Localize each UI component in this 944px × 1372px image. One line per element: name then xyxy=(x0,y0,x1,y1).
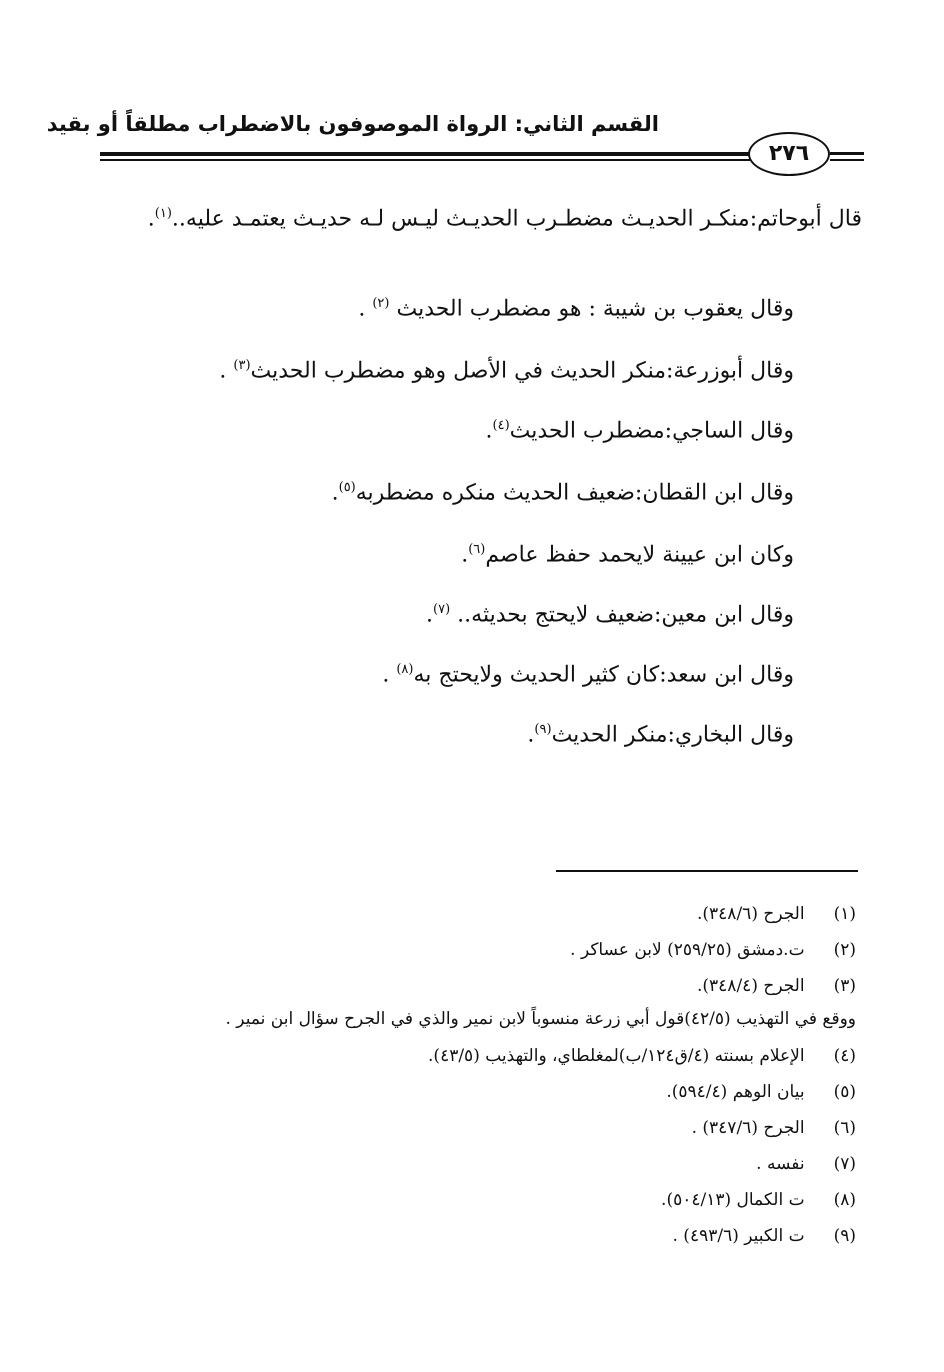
footnote-ref: (٧) xyxy=(433,602,451,617)
footnote-item xyxy=(96,1146,856,1182)
footnote-text: نفسه . xyxy=(756,1154,805,1174)
footnote-number: (٨) xyxy=(833,1190,856,1210)
line-text: وقال البخاري:منكر الحديث xyxy=(551,722,794,748)
line-end: . xyxy=(527,722,535,748)
footnote-text: ت الكبير (٤٩٣/٦) . xyxy=(672,1226,805,1246)
line-text: وقال ابن القطان:ضعيف الحديث منكره مضطربه xyxy=(355,480,794,506)
footnote-number: (٣) xyxy=(833,976,856,996)
footnote-ref: (٤) xyxy=(492,418,510,433)
line-text: وكان ابن عيينة لايحمد حفظ عاصم xyxy=(485,542,794,568)
page-number: ٢٧٦ xyxy=(748,132,830,176)
line-end: . xyxy=(382,662,397,688)
body-line xyxy=(486,418,795,443)
body-line xyxy=(332,480,794,505)
footnote-ref: (٦) xyxy=(468,542,486,557)
footnote-item xyxy=(96,1074,856,1110)
footnote-text: بيان الوهم (٥٩٤/٤). xyxy=(666,1082,805,1102)
header-rule-right-thick xyxy=(830,152,864,155)
footnote-number: (٤) xyxy=(833,1046,856,1066)
footnote-ref: (٢) xyxy=(372,296,390,311)
footnote-item xyxy=(96,1218,856,1254)
line-end: . xyxy=(485,418,493,444)
footnote-text: ت الكمال (٥٠٤/١٣). xyxy=(661,1190,805,1210)
body-line xyxy=(219,358,794,383)
footnote-number: (٩) xyxy=(833,1226,856,1246)
footnote-note: ووقع في التهذيب (٤٢/٥)قول أبي زرعة منسوباً لابن نمير والذي في الجرح سؤال ابن نمير . xyxy=(225,1009,856,1029)
footnote-item xyxy=(96,932,856,968)
paragraph-abu-hatim xyxy=(102,186,862,247)
line-end: . xyxy=(358,296,373,322)
footnote-item xyxy=(96,896,856,932)
footnote-ref: (٩) xyxy=(534,722,552,737)
footnotes xyxy=(96,896,856,1254)
footnote-text: الإعلام بسنته (٤/ق١٢٤/ب)لمغلطاي، والتهذيب (٤٣/٥). xyxy=(428,1046,805,1066)
footnote-number: (٥) xyxy=(833,1082,856,1102)
line-text: وقال ابن معين:ضعيف لايحتج بحديثه.. xyxy=(450,602,794,628)
header-rule-right-thin xyxy=(830,159,864,161)
header-rule-thin xyxy=(100,159,750,161)
body-line xyxy=(461,542,794,567)
line-end: . xyxy=(219,358,234,384)
line-end: . xyxy=(426,602,434,628)
footnote-ref: (١) xyxy=(154,206,172,221)
footnote-text: الجرح (٣٤٧/٦) . xyxy=(691,1118,805,1138)
body-line xyxy=(426,602,794,627)
header-rule-thick xyxy=(100,152,750,156)
body-line xyxy=(382,662,794,687)
footnote-number: (١) xyxy=(833,904,856,924)
footnote-text: ت.دمشق (٢٥٩/٢٥) لابن عساكر . xyxy=(570,940,805,960)
footnote-item xyxy=(96,1038,856,1074)
footnote-separator xyxy=(556,870,858,872)
footnote-item xyxy=(96,968,856,1004)
footnote-text: الجرح (٣٤٨/٦). xyxy=(697,904,805,924)
line-text: وقال ابن سعد:كان كثير الحديث ولايحتج به xyxy=(413,662,794,688)
footnote-number: (٢) xyxy=(833,940,856,960)
line-text: وقال أبوزرعة:منكر الحديث في الأصل وهو مضطرب الحديث xyxy=(250,358,794,384)
footnote-ref: (٨) xyxy=(396,662,414,677)
body-line xyxy=(527,722,794,747)
footnote-item xyxy=(96,1110,856,1146)
footnote-ref: (٥) xyxy=(338,480,356,495)
footnote-number: (٧) xyxy=(833,1154,856,1174)
body-line xyxy=(358,296,794,321)
footnote-number: (٦) xyxy=(833,1118,856,1138)
paragraph-end: . xyxy=(147,206,155,232)
line-end: . xyxy=(461,542,469,568)
paragraph-text: قال أبوحاتم:منكـر الحديـث مضطـرب الحديـث ليـس لـه حديـث يعتمـد عليه.. xyxy=(171,206,862,232)
footnote-text: الجرح (٣٤٨/٤). xyxy=(697,976,805,996)
footnote-ref: (٣) xyxy=(233,358,251,373)
footnote-item xyxy=(96,1182,856,1218)
line-text: وقال يعقوب بن شيبة : هو مضطرب الحديث xyxy=(389,296,794,322)
line-end: . xyxy=(331,480,339,506)
line-text: وقال الساجي:مضطرب الحديث xyxy=(509,418,794,444)
running-title: القسم الثاني: الرواة الموصوفون بالاضطراب مطلقاً أو بقيد xyxy=(46,112,659,136)
